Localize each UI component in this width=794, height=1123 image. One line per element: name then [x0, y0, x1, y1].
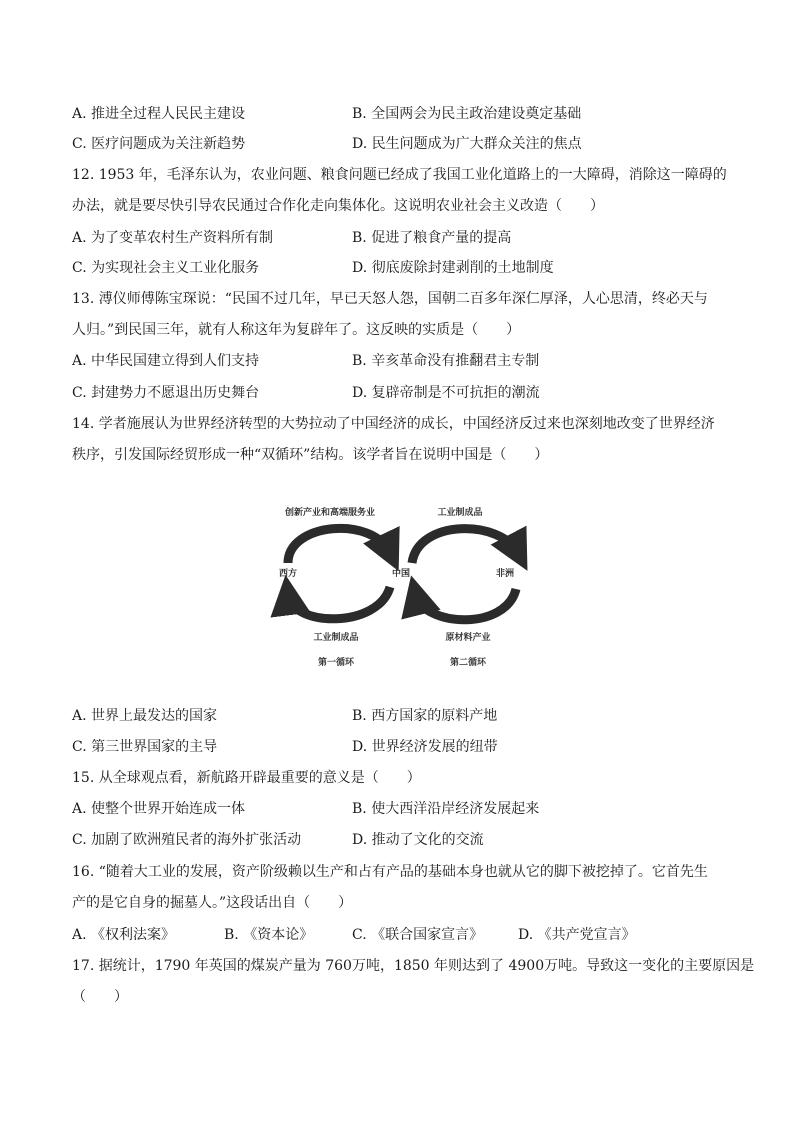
q12-option-d[interactable]: D. 彻底废除封建剥削的土地制度 — [352, 260, 554, 276]
q17-stem-line-1: 17. 据统计，1790 年英国的煤炭产量为 760万吨，1850 年则达到了 4900万吨。导致这一变化的主要原因是 — [72, 958, 755, 974]
q16-stem-line-2: 产的是它自身的掘墓人。”这段话出自（ ） — [72, 895, 353, 911]
q11-option-a[interactable]: A. 推进全过程人民民主建设 — [72, 106, 246, 122]
loop2-bottom-arrow — [416, 589, 516, 620]
loop1-top-arrow — [288, 528, 390, 563]
q13-option-b[interactable]: B. 辛亥革命没有推翻君主专制 — [352, 353, 540, 369]
q14-option-b[interactable]: B. 西方国家的原料产地 — [352, 708, 498, 724]
label-africa: 非洲 — [495, 569, 515, 579]
q17-stem-line-2: （ ） — [72, 989, 128, 1005]
q16-option-c[interactable]: C. 《联合国家宣言》 — [352, 927, 484, 943]
q12-option-a[interactable]: A. 为了变革农村生产资料所有制 — [72, 230, 274, 246]
q12-stem-line-1: 12. 1953 年，毛泽东认为，农业问题、粮食问题已经成了我国工业化道路上的一大障碍，消除这一障碍的 — [72, 167, 727, 183]
dual-circulation-diagram — [260, 495, 530, 675]
q15-option-b[interactable]: B. 使大西洋沿岸经济发展起来 — [352, 801, 540, 817]
loop1-bottom-arrow — [288, 587, 390, 619]
q12-stem-line-2: 办法，就是要尽快引导农民通过合作化走向集体化。这说明农业社会主义改造（ ） — [72, 198, 604, 214]
q15-stem: 15. 从全球观点看，新航路开辟最重要的意义是（ ） — [72, 770, 421, 786]
q11-option-c[interactable]: C. 医疗问题成为关注新趋势 — [72, 136, 246, 152]
q12-option-c[interactable]: C. 为实现社会主义工业化服务 — [72, 260, 260, 276]
q16-option-a[interactable]: A. 《权利法案》 — [72, 927, 176, 943]
loop2-top-arrow — [412, 529, 518, 563]
q13-option-a[interactable]: A. 中华民国建立得到人们支持 — [72, 353, 260, 369]
q12-option-b[interactable]: B. 促进了粮食产量的提高 — [352, 230, 512, 246]
caption-second-loop: 第二循环 — [449, 658, 487, 668]
q15-option-a[interactable]: A. 使整个世界开始连成一体 — [72, 801, 246, 817]
q14-option-c[interactable]: C. 第三世界国家的主导 — [72, 739, 218, 755]
label-top-left: 创新产业和高端服务业 — [284, 508, 376, 518]
q13-option-d[interactable]: D. 复辟帝制是不可抗拒的潮流 — [352, 385, 540, 401]
q14-stem-line-2: 秩序，引发国际经贸形成一种“双循环”结构。该学者旨在说明中国是（ ） — [72, 447, 549, 463]
label-bottom-left: 工业制成品 — [313, 633, 359, 643]
q16-stem-line-1: 16. “随着大工业的发展，资产阶级赖以生产和占有产品的基础本身也就从它的脚下被挖掉了。它首先生 — [72, 864, 708, 880]
q13-stem-line-1: 13. 溥仪师傅陈宝琛说：“民国不过几年，早已天怒人怨，国朝二百多年深仁厚泽，人心思清，终必天与 — [72, 291, 708, 307]
label-bottom-right: 原材料产业 — [445, 633, 491, 643]
q14-stem-line-1: 14. 学者施展认为世界经济转型的大势拉动了中国经济的成长，中国经济反过来也深刻地改变了世界经济 — [72, 416, 715, 432]
q11-option-b[interactable]: B. 全国两会为民主政治建设奠定基础 — [352, 106, 582, 122]
q16-option-d[interactable]: D. 《共产党宣言》 — [518, 927, 636, 943]
q11-option-d[interactable]: D. 民生问题成为广大群众关注的焦点 — [352, 136, 582, 152]
q16-option-b[interactable]: B. 《资本论》 — [224, 927, 314, 943]
caption-first-loop: 第一循环 — [317, 658, 355, 668]
q13-stem-line-2: 人归。”到民国三年，就有人称这年为复辟年了。这反映的实质是（ ） — [72, 322, 521, 338]
q14-option-d[interactable]: D. 世界经济发展的纽带 — [352, 739, 498, 755]
label-china: 中国 — [391, 569, 411, 579]
q15-option-d[interactable]: D. 推动了文化的交流 — [352, 832, 484, 848]
label-west: 西方 — [278, 569, 298, 579]
q14-option-a[interactable]: A. 世界上最发达的国家 — [72, 708, 218, 724]
q15-option-c[interactable]: C. 加剧了欧洲殖民者的海外扩张活动 — [72, 832, 302, 848]
q13-option-c[interactable]: C. 封建势力不愿退出历史舞台 — [72, 385, 260, 401]
label-top-right: 工业制成品 — [437, 508, 483, 518]
